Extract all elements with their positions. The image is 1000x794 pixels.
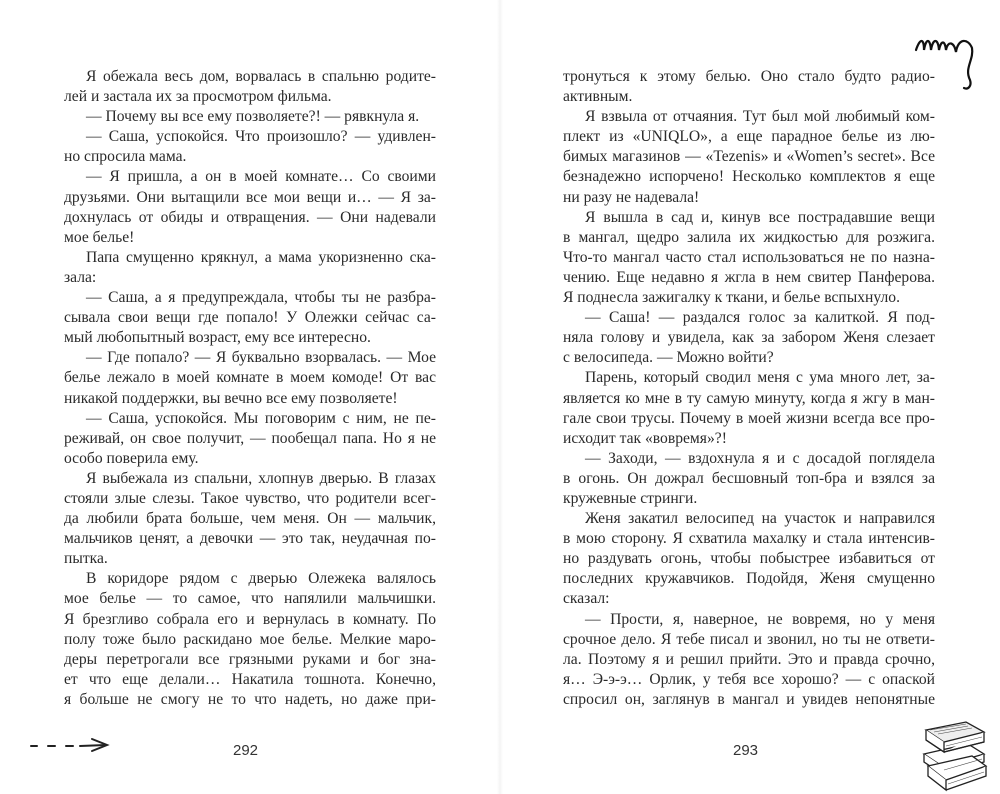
text-line: — Саша, успокойся. Что произошло? — удивлен- [86, 128, 436, 146]
text-line: зала: [64, 268, 97, 286]
text-line: полу тоже было раскидано мое белье. Мелкие маро- [64, 630, 436, 648]
text-line: мальчиков ценят, а девочки — это так, неудачная по- [64, 530, 436, 548]
text-line: особо поверила ему. [64, 449, 199, 467]
text-line: сывала свои вещи где попало! У Олежки сейчас са- [64, 309, 436, 327]
text-line: спросил он, заглянув в мангал и увидев непонятные [563, 690, 935, 708]
text-line: последних кружавчиков. Подойдя, Женя смущенно [563, 570, 935, 588]
text-line: Я взвыла от отчаяния. Тут был мой любимый ком- [585, 108, 935, 126]
text-line: гале свои трусы. Почему в моей жизни всегда все про- [563, 409, 935, 427]
text-line: мое белье! [64, 228, 135, 246]
page-number-left: 292 [233, 742, 259, 759]
dashed-arrow-icon [28, 735, 113, 755]
text-line: деры перетрогали все грязными руками и бог зна- [64, 650, 436, 668]
text-line: друзьями. Они вытащили все мои вещи и… — Я за- [64, 188, 436, 206]
text-line: пытка. [64, 550, 108, 568]
page-number-right: 293 [733, 742, 759, 759]
text-line: мое белье — то самое, что напялили мальчишки. [64, 590, 436, 608]
text-line: кружевные стринги. [563, 489, 698, 507]
text-line: но спросила мама. [64, 148, 187, 166]
right-page-text [563, 67, 935, 710]
text-line: мый любопытный возраст, ему все интересно. [64, 329, 371, 347]
text-line: Женя закатил велосипед на участок и направился [585, 510, 935, 528]
left-page-text [64, 67, 436, 710]
text-line: — Саша, успокойся. Мы поговорим с ним, не пе- [86, 409, 436, 427]
text-line: В коридоре рядом с дверью Олежека валялось [86, 570, 436, 588]
text-line: является ко мне в ту самую минуту, когда я жгу в ман- [563, 389, 935, 407]
text-line: — Прости, я, наверное, не вовремя, но у меня [585, 610, 935, 628]
text-line: — Саша! — раздался голос за калиткой. Я под- [585, 309, 935, 327]
text-line: я больше не смогу не то что надеть, но даже при- [64, 690, 436, 708]
text-line: бимых магазинов — «Tezenis» и «Women’s secret». Все [563, 148, 935, 166]
text-line: Парень, который сводил меня с ума много лет, за- [585, 369, 935, 387]
doodle-icon [912, 28, 982, 98]
text-line: активным. [563, 88, 633, 106]
text-line: — Я пришла, а он в моей комнате… Со своими [86, 168, 436, 186]
text-line: — Заходи, — вздохнула я и с досадой поглядела [585, 449, 935, 467]
text-line: няла голову и увидела, как за забором Женя слезает [563, 329, 935, 347]
text-line: — Саша, а я предупреждала, чтобы ты не разбра- [86, 289, 436, 307]
text-line: исходит так «вовремя»?! [563, 429, 727, 447]
text-line: но раздувать огонь, чтобы побыстрее избавиться от [563, 550, 935, 568]
text-line: — Где попало? — Я буквально взорвалась. — Мое [86, 349, 436, 367]
text-line: никакой поддержки, вы вечно все ему позволяете! [64, 389, 398, 407]
text-line: Я выбежала из спальни, хлопнув дверью. В глазах [86, 469, 436, 487]
book-gutter [497, 0, 503, 794]
text-line: чению. Еще недавно я жгла в нем свитер Панферова. [563, 268, 935, 286]
text-line: Я обежала весь дом, ворвалась в спальню родите- [86, 68, 436, 85]
text-line: ет что еще делали… Накатила тошнота. Конечно, [64, 670, 436, 688]
text-line: — Почему вы все ему позволяете?! — рявкнула я. [86, 108, 420, 126]
text-line: Папа смущенно крякнул, а мама укоризненно ска- [86, 248, 436, 266]
text-line: белье лежало в моей комнате в моем комоде! От вас [64, 369, 436, 387]
books-stack-icon [918, 718, 990, 794]
text-line: в мою сторону. Я схватила махалку и стала интенсив- [563, 530, 935, 548]
text-line: в мангал, щедро залила их жидкостью для розжига. [563, 228, 935, 246]
text-line: стояли злые слезы. Такое чувство, что родители всег- [64, 489, 436, 507]
text-line: ла. Поэтому я и решил прийти. Это и правда срочно, [563, 650, 935, 668]
text-line: безнадежно испорчено! Несколько комплектов я еще [563, 168, 935, 186]
text-line: в огонь. Он дожрал бесшовный топ-бра и взялся за [563, 469, 935, 487]
text-line: лей и застала их за просмотром фильма. [64, 88, 332, 106]
text-line: Я поднесла зажигалку к ткани, и белье вспыхнуло. [563, 289, 900, 307]
text-line: Что-то мангал часто стал использоваться не по назна- [563, 248, 935, 266]
text-line: срочное дело. Я тебе писал и звонил, но ты не ответи- [563, 630, 935, 648]
text-line: сказал: [563, 590, 610, 608]
text-line: я… Э-э-э… Орлик, у тебя все хорошо? — с опаской [563, 670, 935, 688]
text-line: Я брезгливо собрала его и вернулась в комнату. По [64, 610, 436, 628]
text-line: тронуться к этому белью. Оно стало будто радио- [563, 68, 935, 85]
text-line: ни разу не надевала! [563, 188, 700, 206]
text-line: да любили брата больше, чем меня. Он — мальчик, [64, 510, 436, 528]
text-line: с велосипеда. — Можно войти? [563, 349, 774, 367]
text-line: плект из «UNIQLO», а еще парадное белье из лю- [563, 128, 935, 146]
text-line: Я вышла в сад и, кинув все пострадавшие вещи [585, 208, 935, 226]
text-line: реживай, он свое получит, — пообещал папа. Но я не [64, 429, 436, 447]
text-line: дохнулась от обиды и отвращения. — Они надевали [64, 208, 436, 226]
